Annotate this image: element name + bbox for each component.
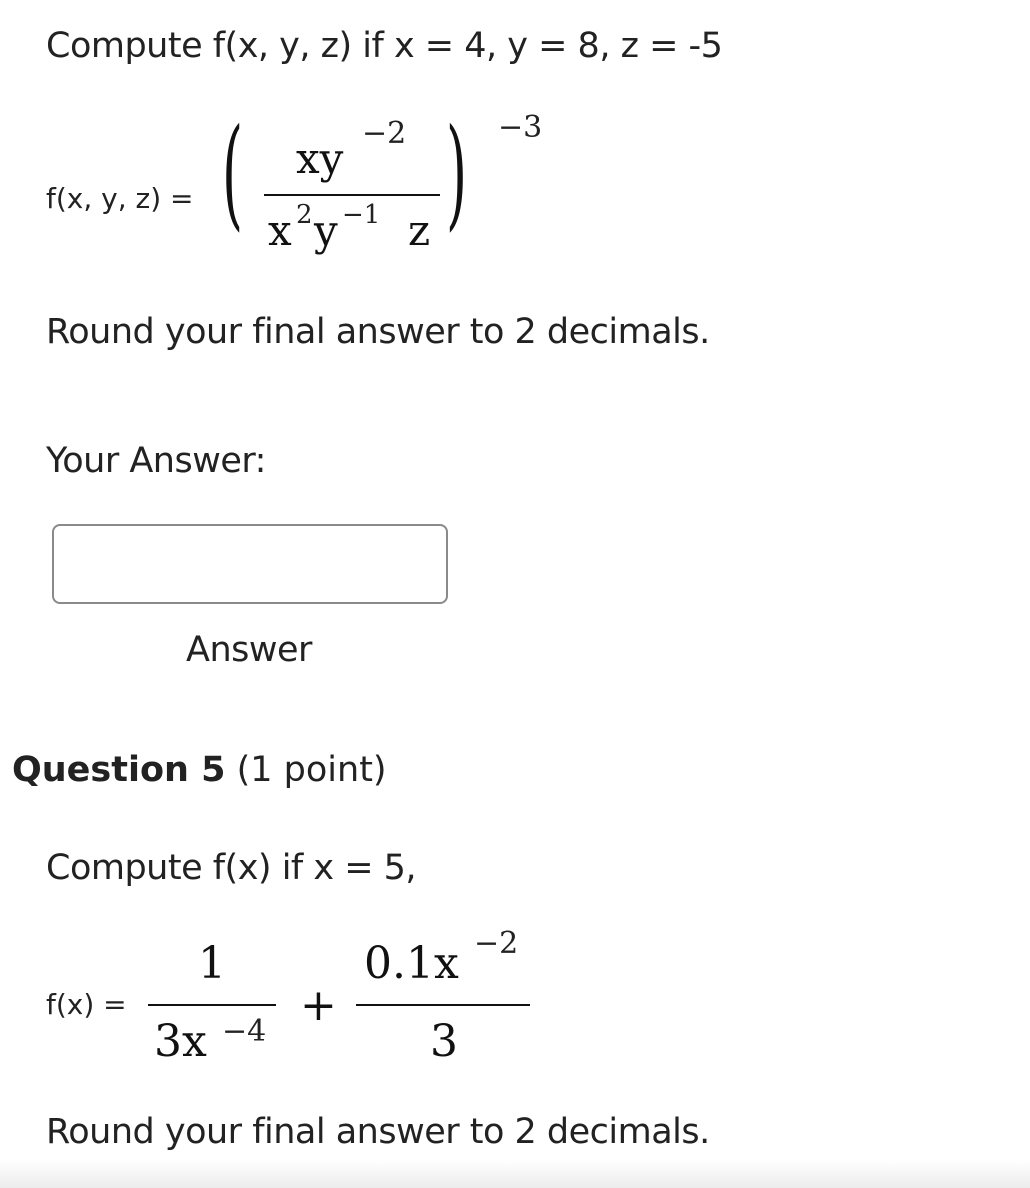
q4-numerator-base: xy	[296, 134, 344, 183]
q4-fraction-bar	[264, 194, 440, 196]
question-5-points: (1 point)	[236, 750, 387, 790]
q4-numerator-exponent: −2	[362, 116, 407, 151]
question-5-title: Question 5	[12, 750, 226, 790]
q5-plus-sign: +	[300, 980, 337, 1031]
q4-prompt: Compute f(x, y, z) if x = 4, y = 8, z = -5	[46, 26, 723, 66]
q5-term2-denominator: 3	[430, 1016, 458, 1067]
q5-term1-denominator: 3x	[154, 1016, 207, 1067]
q4-denominator-x-exponent: 2	[296, 200, 313, 230]
q5-term2-fraction-bar	[356, 1004, 530, 1006]
answer-input[interactable]	[52, 524, 448, 604]
q4-open-paren: (	[222, 104, 244, 243]
q4-function-label: f(x, y, z) =	[46, 182, 194, 215]
q5-round-note: Round your final answer to 2 decimals.	[46, 1112, 710, 1152]
q5-term1-denominator-exponent: −4	[222, 1014, 267, 1049]
answer-caption: Answer	[186, 630, 312, 670]
q4-close-paren: )	[446, 104, 468, 243]
q5-prompt: Compute f(x) if x = 5,	[46, 848, 417, 888]
q4-denominator-z: z	[408, 206, 431, 255]
q4-round-note: Round your final answer to 2 decimals.	[46, 312, 710, 352]
q5-term2-numerator-exponent: −2	[474, 926, 519, 961]
question-5-heading	[12, 750, 387, 790]
q4-outer-exponent: −3	[498, 110, 543, 145]
your-answer-label: Your Answer:	[46, 441, 266, 481]
q4-denominator-y-exponent: −1	[342, 200, 381, 230]
q5-term2-numerator: 0.1x	[364, 938, 459, 989]
bottom-edge-shadow	[0, 1160, 1030, 1188]
q4-denominator-y: y	[314, 206, 338, 255]
q4-denominator-x: x	[268, 206, 292, 255]
q5-term1-numerator: 1	[198, 938, 226, 989]
q5-term1-fraction-bar	[148, 1004, 276, 1006]
q5-function-label: f(x) =	[46, 988, 127, 1021]
